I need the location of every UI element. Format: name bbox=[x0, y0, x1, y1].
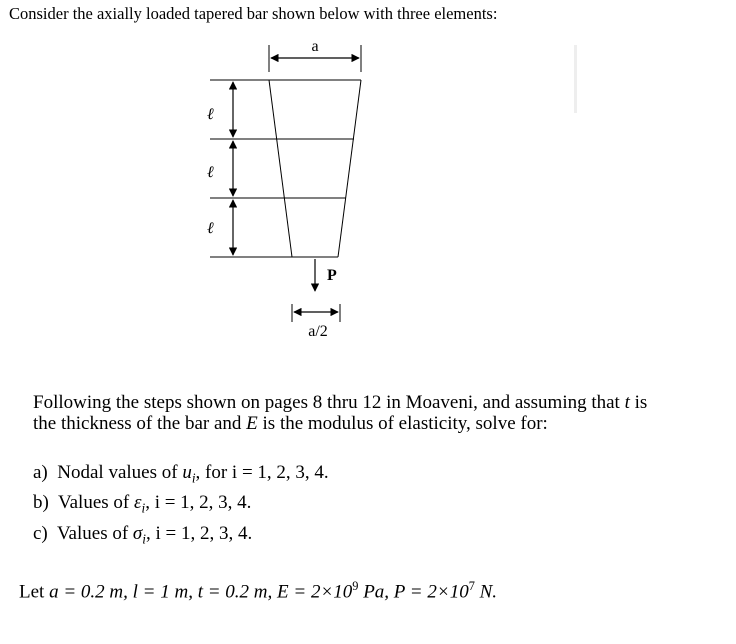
item-marker: a) bbox=[33, 462, 48, 483]
bar-right-edge bbox=[338, 80, 361, 257]
modulus-variable: E bbox=[246, 413, 258, 434]
list-item bbox=[33, 462, 329, 487]
given-part-1: a = 0.2 m, l = 1 m, t = 0.2 m, E = 2×10 bbox=[49, 581, 353, 603]
given-exponent-1: 9 bbox=[352, 579, 359, 593]
item-symbol: σ bbox=[132, 523, 143, 544]
item-subscript: i bbox=[191, 470, 196, 486]
element-3-length-label: ℓ bbox=[207, 220, 214, 237]
item-subscript: i bbox=[141, 500, 146, 516]
intro-sentence: Consider the axially loaded tapered bar shown below with three elements: bbox=[9, 4, 498, 23]
item-tail: , i = 1, 2, 3, 4. bbox=[145, 492, 252, 513]
instructions-text: is the modulus of elasticity, solve for: bbox=[257, 413, 548, 434]
bar-left-edge bbox=[269, 80, 292, 257]
element-2-length-label: ℓ bbox=[207, 164, 214, 181]
list-item bbox=[33, 492, 251, 517]
given-part-3: N. bbox=[474, 581, 498, 603]
given-part-2: Pa, P = 2×10 bbox=[358, 581, 469, 603]
instructions-text: Following the steps shown on pages 8 thru 12 in Moaveni, and assuming that bbox=[33, 392, 625, 413]
faint-vertical-line bbox=[574, 45, 577, 113]
item-text: Nodal values of bbox=[57, 462, 178, 483]
thickness-variable: t bbox=[624, 392, 630, 413]
item-marker: c) bbox=[33, 523, 48, 544]
item-text: Values of bbox=[56, 523, 129, 544]
given-values bbox=[19, 579, 497, 603]
item-subscript: i bbox=[142, 531, 146, 547]
instructions-text: is bbox=[629, 392, 648, 413]
given-prefix: Let bbox=[19, 581, 50, 603]
load-label: P bbox=[327, 267, 337, 284]
given-exponent-2: 7 bbox=[468, 579, 475, 593]
item-symbol: ε bbox=[133, 492, 142, 513]
item-symbol: u bbox=[182, 462, 192, 483]
top-width-label: a bbox=[311, 38, 319, 55]
element-1-length-label: ℓ bbox=[207, 106, 214, 123]
bottom-width-label: a/2 bbox=[308, 323, 328, 340]
list-item bbox=[33, 523, 252, 548]
instructions-text: the thickness of the bar and bbox=[33, 413, 247, 434]
item-tail: , for i = 1, 2, 3, 4. bbox=[195, 462, 329, 483]
item-text: Values of bbox=[58, 492, 130, 513]
item-marker: b) bbox=[33, 492, 49, 513]
item-tail: , i = 1, 2, 3, 4. bbox=[146, 523, 253, 544]
instructions-line-2 bbox=[33, 413, 548, 435]
instructions-line-1 bbox=[33, 392, 647, 414]
